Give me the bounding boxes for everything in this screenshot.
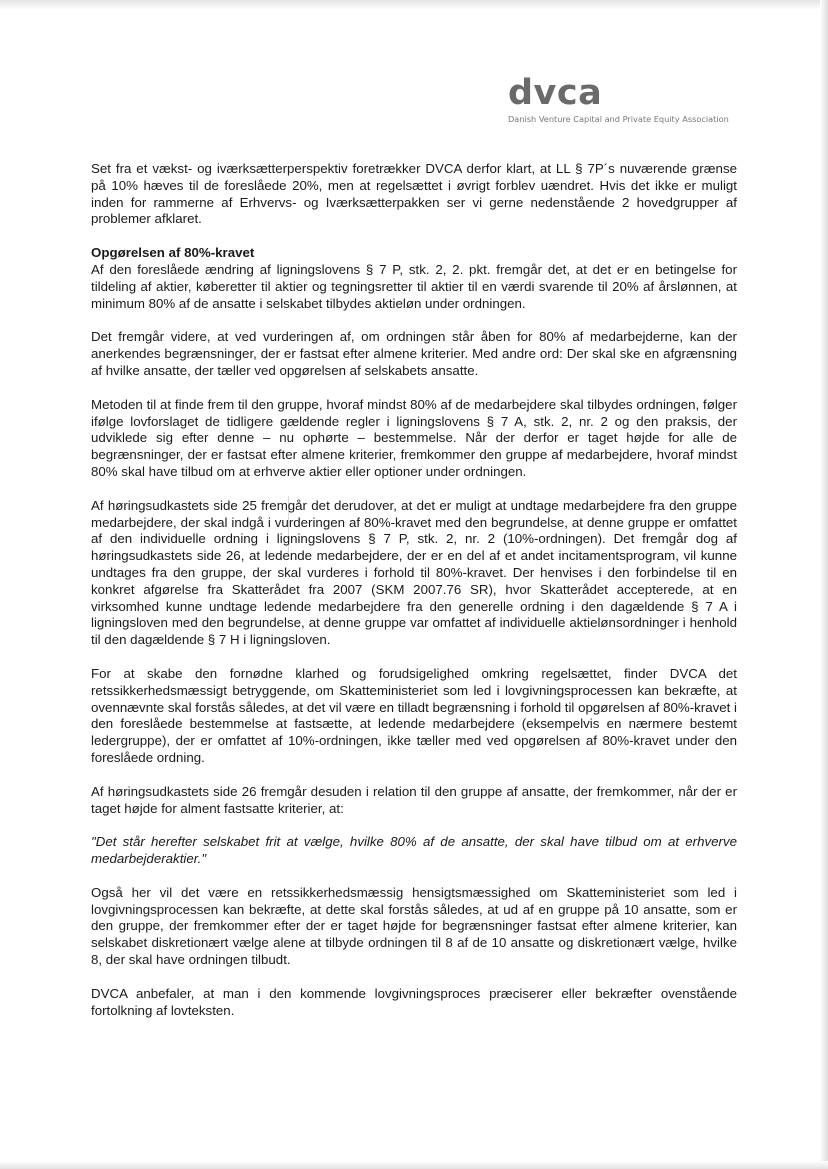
paragraph-5: Af høringsudkastets side 25 fremgår det derudover, at det er muligt at undtage medarbejdere fra den gruppe medarbejdere, der skal indgå i vurderingen af 80%-kravet med den begrundelse, at denne gruppe er omfattet af den individuelle ordning i ligningslovens § 7 P, stk. 2, nr. 2 (10%-ordningen). Det fremgår dog af høringsudkastets side 26, at ledende medarbejdere, der er en del af et andet incitamentsprogram, vil kunne undtages fra den gruppe, der skal vurderes i forhold til 80%-kravet. Der henvises i den forbindelse til en konkret afgørelse fra Skatterådet fra 2007 (SKM 2007.76 SR), hvor Skatterådet accepterede, at en virksomhed kunne undtage ledende medarbejdere fra den generelle ordning i den dagældende § 7 A i ligningsloven med den begrundelse, at denne gruppe var omfattet af individuelle aktielønsordninger i henhold til den dagældende § 7 H i ligningsloven. bbox=[91, 497, 737, 648]
paragraph-9: DVCA anbefaler, at man i den kommende lovgivningsproces præciserer eller bekræfter ovenstående fortolkning af lovteksten. bbox=[91, 985, 737, 1018]
paragraph-8: Også her vil det være en retssikkerhedsmæssig hensigtsmæssighed om Skatteministeriet som led i lovgivningsprocessen kan bekræfte, at dette skal forstås således, at ud af en gruppe på 10 ansatte, som er den gruppe, der fremkommer efter der er taget højde for begrænsninger fastsat efter almene kriterier, kan selskabet diskretionært vælge alene at tilbyde ordningen til 8 af de 10 ansatte og diskretionært vælge, hvilke 8, der skal have ordningen tilbudt. bbox=[91, 884, 737, 968]
paragraph-2: Af den foreslåede ændring af ligningslovens § 7 P, stk. 2, 2. pkt. fremgår det, at det er en betingelse for tildeling af aktier, køberetter til aktier og tegningsretter til aktier til en værdi svarende til 20% af årslønnen, at minimum 80% af de ansatte i selskabet tilbydes aktieløn under ordningen. bbox=[91, 261, 737, 311]
section-heading: Opgørelsen af 80%-kravet bbox=[91, 245, 255, 261]
paragraph-3: Det fremgår videre, at ved vurderingen af, om ordningen står åben for 80% af medarbejderne, kan der anerkendes begrænsninger, der er fastsat efter almene kriterier. Med andre ord: Der skal ske en afgrænsning af hvilke ansatte, der tæller ved opgørelsen af selskabets ansatte. bbox=[91, 329, 737, 378]
scan-edge-top bbox=[0, 0, 828, 10]
paragraph-7: Af høringsudkastets side 26 fremgår desuden i relation til den gruppe af ansatte, der fremkommer, når der er taget højde for alment fastsatte kriterier, at: bbox=[91, 783, 737, 816]
logo-word: dvca bbox=[508, 73, 603, 113]
paragraph-4: Metoden til at finde frem til den gruppe, hvoraf mindst 80% af de medarbejdere skal tilbydes ordningen, følger ifølge lovforslaget de tidligere gældende regler i ligningslovens § 7 A, stk. 2, nr. 2 og den praksis, der udviklede sig efter denne – nu ophørte – bestemmelse. Når der derfor er taget højde for alle de begrænsninger, der er fastsat efter almene kriterier, fremkommer den gruppe af medarbejdere, hvoraf mindst 80% skal have tilbud om at erhverve aktier eller optioner under ordningen. bbox=[91, 396, 737, 479]
paragraph-6: For at skabe den fornødne klarhed og forudsigelighed omkring regelsættet, finder DVCA det retssikkerhedsmæssigt betryggende, om Skatteministeriet som led i lovgivningsprocessen kan bekræfte, at ovennævnte skal forstås således, at det vil være en tilladt begrænsning i forhold til opgørelsen af 80%-kravet i den foreslåede bestemmelse at fastsætte, at ledende medarbejdere (eksempelvis en nærmere bestemt ledergruppe), der er omfattet af 10%-ordningen, ikke tæller med ved opgørelsen af 80%-kravet under den foreslåede ordning. bbox=[91, 665, 737, 765]
scan-edge-right bbox=[820, 0, 828, 1169]
quote: "Det står herefter selskabet frit at vælge, hvilke 80% af de ansatte, der skal have tilbud om at erhverve medarbejderaktier." bbox=[91, 834, 737, 867]
dvca-logo bbox=[508, 74, 748, 124]
logo-tagline: Danish Venture Capital and Private Equity Association bbox=[508, 114, 729, 124]
scan-edge-bottom bbox=[0, 1161, 828, 1169]
paragraph-1: Set fra et vækst- og iværksætterperspektiv foretrækker DVCA derfor klart, at LL § 7P´s nuværende grænse på 10% hæves til de foreslåede 20%, men at regelsættet i øvrigt forblev uændret. Hvis det ikke er muligt inden for rammerne af Erhvervs- og Iværksætterpakken ser vi gerne nedenstående 2 hovedgrupper af problemer afklaret. bbox=[91, 161, 737, 227]
document-body bbox=[91, 161, 737, 1019]
